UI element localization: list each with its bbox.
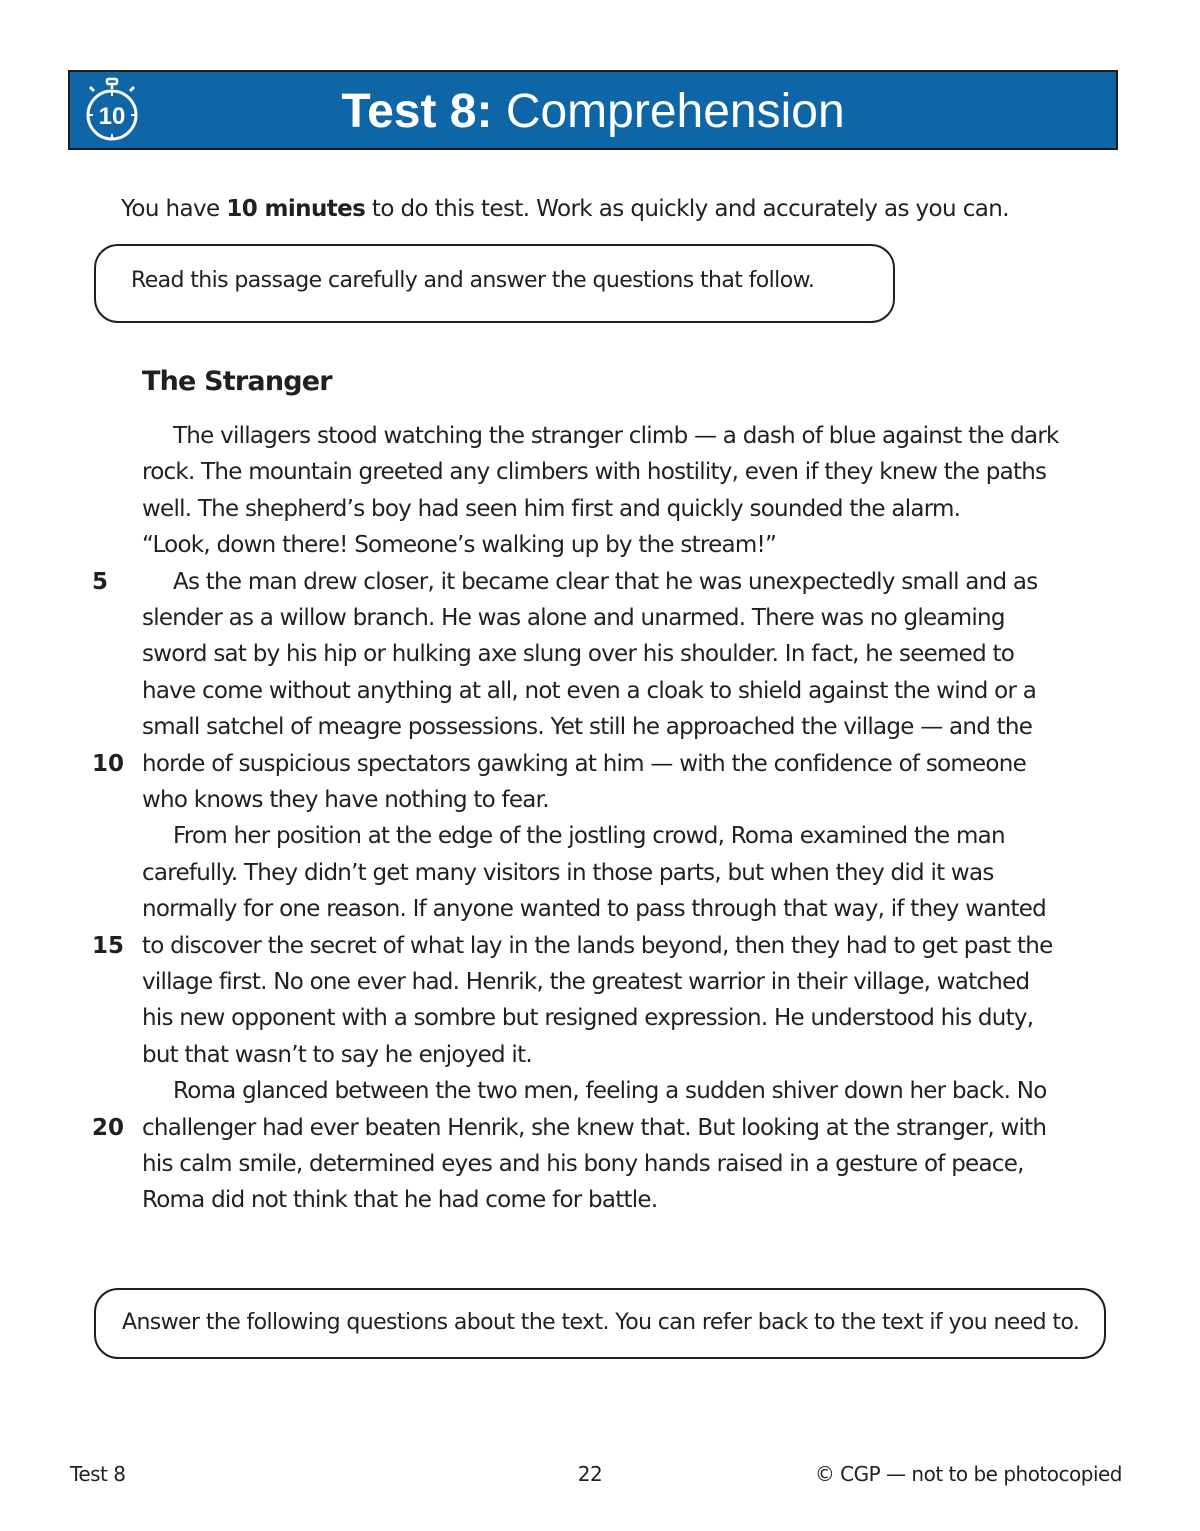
passage-line: challenger had ever beaten Henrik, she knew that. But looking at the stranger, with xyxy=(142,1114,1047,1141)
footer-test-label: Test 8 xyxy=(70,1462,126,1486)
passage-line: horde of suspicious spectators gawking at him — with the confidence of someone xyxy=(142,750,1026,777)
passage-line: well. The shepherd’s boy had seen him first and quickly sounded the alarm. xyxy=(142,495,961,522)
passage-line: his new opponent with a sombre but resigned expression. He understood his duty, xyxy=(142,1005,1034,1032)
passage-line: As the man drew closer, it became clear that he was unexpectedly small and as xyxy=(173,568,1038,595)
line-number: 15 xyxy=(92,932,125,959)
passage-line: have come without anything at all, not even a cloak to shield against the wind or a xyxy=(142,677,1037,704)
title-test-number: Test 8: xyxy=(341,85,493,138)
passage-line: “Look, down there! Someone’s walking up by the stream!” xyxy=(142,532,777,559)
passage-line: slender as a willow branch. He was alone and unarmed. There was no gleaming xyxy=(142,605,1005,631)
header-banner xyxy=(68,70,1118,150)
copyright-notice: © CGP — not to be photocopied xyxy=(814,1462,1122,1486)
intro-prefix: You have xyxy=(121,196,227,222)
passage-line: rock. The mountain greeted any climbers with hostility, even if they knew the paths xyxy=(142,459,1047,486)
passage-line: village first. No one ever had. Henrik, the greatest warrior in their village, watched xyxy=(142,969,1030,995)
passage-line: normally for one reason. If anyone wanted to pass through that way, if they wanted xyxy=(142,896,1046,923)
passage-line: small satchel of meagre possessions. Yet still he approached the village — and the xyxy=(142,714,1033,741)
page-title xyxy=(70,84,1116,140)
passage-line: to discover the secret of what lay in the lands beyond, then they had to get past the xyxy=(142,932,1053,959)
line-number: 20 xyxy=(92,1114,125,1141)
passage-line: carefully. They didn’t get many visitors in those parts, but when they did it was xyxy=(142,859,994,886)
instruction-box-top xyxy=(94,244,895,323)
passage-title: The Stranger xyxy=(142,366,332,397)
page-number: 22 xyxy=(577,1462,603,1486)
instruction-text: Read this passage carefully and answer the questions that follow. xyxy=(131,268,815,293)
passage-line: From her position at the edge of the jostling crowd, Roma examined the man xyxy=(173,823,1005,850)
line-number: 10 xyxy=(92,750,125,777)
passage-line: but that wasn’t to say he enjoyed it. xyxy=(142,1041,532,1068)
intro-time-limit: 10 minutes xyxy=(226,196,366,222)
intro-suffix: to do this test. Work as quickly and accurately as you can. xyxy=(365,196,1009,222)
passage-line: who knows they have nothing to fear. xyxy=(142,787,549,813)
passage-line: Roma glanced between the two men, feeling a sudden shiver down her back. No xyxy=(173,1078,1047,1105)
passage-line: Roma did not think that he had come for battle. xyxy=(142,1187,658,1214)
line-number: 5 xyxy=(92,568,109,595)
intro-text xyxy=(121,192,1009,226)
passage-line: his calm smile, determined eyes and his bony hands raised in a gesture of peace, xyxy=(142,1151,1024,1177)
title-subject: Comprehension xyxy=(505,85,845,138)
timer-label: 10 xyxy=(98,103,126,130)
instruction-text: Answer the following questions about the text. You can refer back to the text if you need to. xyxy=(122,1310,1080,1335)
passage-line: The villagers stood watching the stranger climb — a dash of blue against the dark xyxy=(173,423,1059,449)
instruction-box-bottom xyxy=(94,1288,1106,1359)
passage-line: sword sat by his hip or hulking axe slung over his shoulder. In fact, he seemed to xyxy=(142,641,1015,668)
